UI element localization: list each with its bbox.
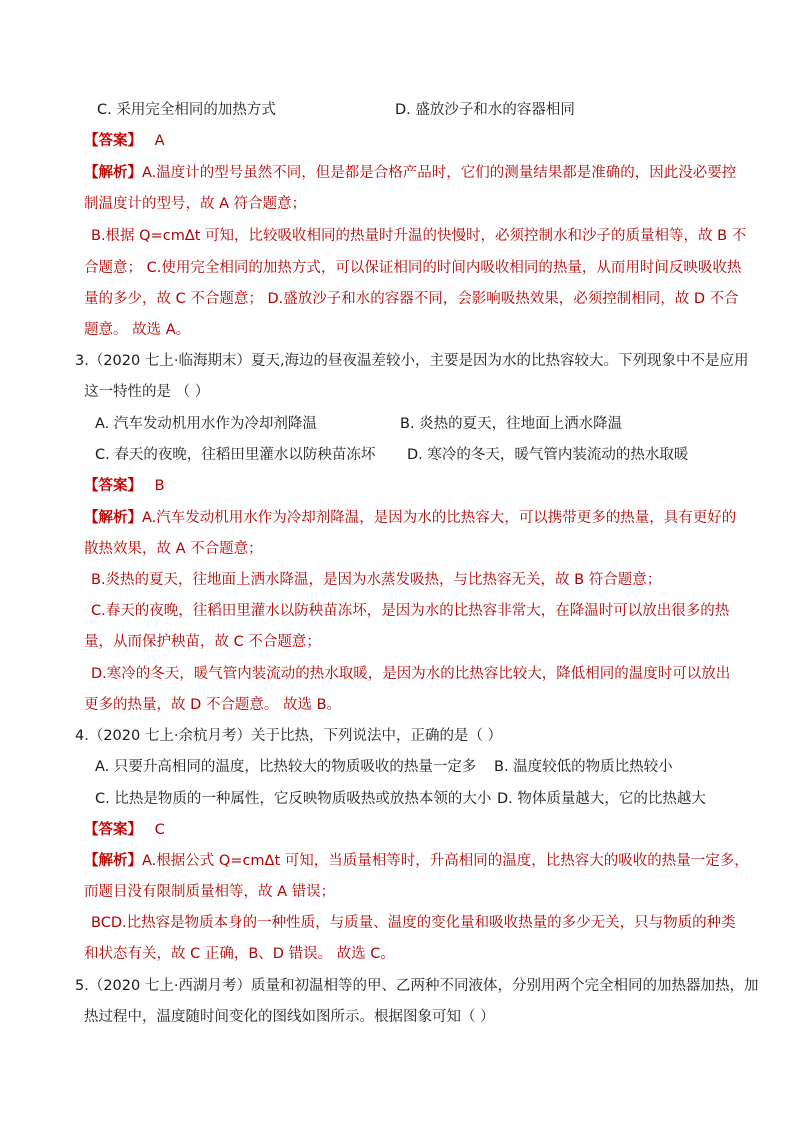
answer-tag: 【答案】 (84, 133, 142, 149)
analysis-text: A.温度计的型号虽然不同，但是都是合格产品时，它们的测量结果都是准确的，因此没必要控 (142, 165, 737, 181)
analysis-tag: 【解析】 (84, 853, 142, 869)
q3-analysis-line: C.春天的夜晚，往稻田里灌水以防秧苗冻坏，是因为水的比热容非常大，在降温时可以放出很多的热 (91, 603, 730, 619)
q2-analysis-line: 题意。 故选 A。 (84, 322, 191, 338)
q3-answer (84, 476, 165, 496)
q4-option-b: B. 温度较低的物质比热较小 (494, 759, 673, 775)
q4-analysis-line (84, 851, 749, 871)
q4-analysis-line: BCD.比热容是物质本身的一种性质，与质量、温度的变化量和吸收热量的多少无关，只与物质的种类 (91, 915, 736, 931)
answer-tag: 【答案】 (84, 822, 142, 838)
q3-analysis-line: D.寒冷的冬天，暖气管内装流动的热水取暖，是因为水的比热容比较大，降低相同的温度时可以放出 (91, 666, 731, 682)
q2-analysis-line: 制温度计的型号，故 A 符合题意； (84, 196, 307, 212)
q4-option-c: C. 比热是物质的一种属性，它反映物质吸热或放热本领的大小 (95, 791, 492, 807)
q3-stem: 这一特性的是 （ ） (84, 384, 210, 400)
q5-stem: 热过程中，温度随时间变化的图线如图所示。根据图象可知（ ） (84, 1009, 495, 1025)
q2-option-d: D. 盛放沙子和水的容器相同 (395, 102, 575, 118)
analysis-text: A.汽车发动机用水作为冷却剂降温，是因为水的比热容大，可以携带更多的热量，具有更好的 (142, 510, 737, 526)
q4-analysis-line: 和状态有关，故 C 正确，B、D 错误。 故选 C。 (84, 946, 395, 962)
answer-tag: 【答案】 (84, 478, 142, 494)
q4-stem: 4.（2020 七上·余杭月考）关于比热，下列说法中，正确的是（ ） (75, 728, 503, 744)
analysis-text: A.根据公式 Q=cmΔt 可知，当质量相等时，升高相同的温度，比热容大的吸收的热量一定多， (142, 853, 749, 869)
analysis-tag: 【解析】 (84, 510, 142, 526)
q3-analysis-line: 散热效果，故 A 不合题意； (84, 541, 263, 557)
q3-analysis-line (84, 508, 736, 528)
answer-value: C (154, 822, 165, 838)
q2-analysis-line: 合题意； C.使用完全相同的加热方式，可以保证相同的时间内吸收相同的热量，从而用时间反映吸收热 (84, 260, 742, 276)
q3-option-b: B. 炎热的夏天，往地面上洒水降温 (400, 416, 623, 432)
q4-option-d: D. 物体质量越大，它的比热越大 (497, 791, 706, 807)
q2-analysis-line (84, 163, 736, 183)
q3-analysis-line: 量，从而保护秧苗，故 C 不合题意； (84, 634, 321, 650)
q4-analysis-line: 而题目没有限制质量相等，故 A 错误； (84, 884, 336, 900)
q2-analysis-line: 量的多少，故 C 不合题意； D.盛放沙子和水的容器不同，会影响吸热效果，必须控制相同，故 D 不合 (84, 291, 739, 307)
q2-answer (84, 131, 165, 151)
q3-stem: 3.（2020 七上·临海期末）夏天,海边的昼夜温差较小，主要是因为水的比热容较大。下列现象中不是应用 (75, 353, 749, 369)
q3-analysis-line: 更多的热量，故 D 不合题意。 故选 B。 (84, 697, 342, 713)
q4-answer (84, 820, 165, 840)
answer-value: A (154, 133, 165, 149)
q2-option-c: C. 采用完全相同的加热方式 (97, 102, 276, 118)
q3-option-c: C. 春天的夜晚，往稻田里灌水以防秧苗冻坏 (95, 447, 376, 463)
analysis-tag: 【解析】 (84, 165, 142, 181)
q2-analysis-line: B.根据 Q=cmΔt 可知，比较吸收相同的热量时升温的快慢时，必须控制水和沙子的质量相等，故 B 不 (91, 228, 747, 244)
q5-stem: 5.（2020 七上·西湖月考）质量和初温相等的甲、乙两种不同液体，分别用两个完全相同的加热器加热，加 (75, 978, 759, 994)
q3-option-d: D. 寒冷的冬天，暖气管内装流动的热水取暖 (407, 447, 689, 463)
q3-option-a: A. 汽车发动机用水作为冷却剂降温 (95, 416, 317, 432)
answer-value: B (154, 478, 165, 494)
q3-analysis-line: B.炎热的夏天，往地面上洒水降温，是因为水蒸发吸热，与比热容无关，故 B 符合题意； (91, 572, 662, 588)
q4-option-a: A. 只要升高相同的温度，比热较大的物质吸收的热量一定多 (95, 759, 477, 775)
